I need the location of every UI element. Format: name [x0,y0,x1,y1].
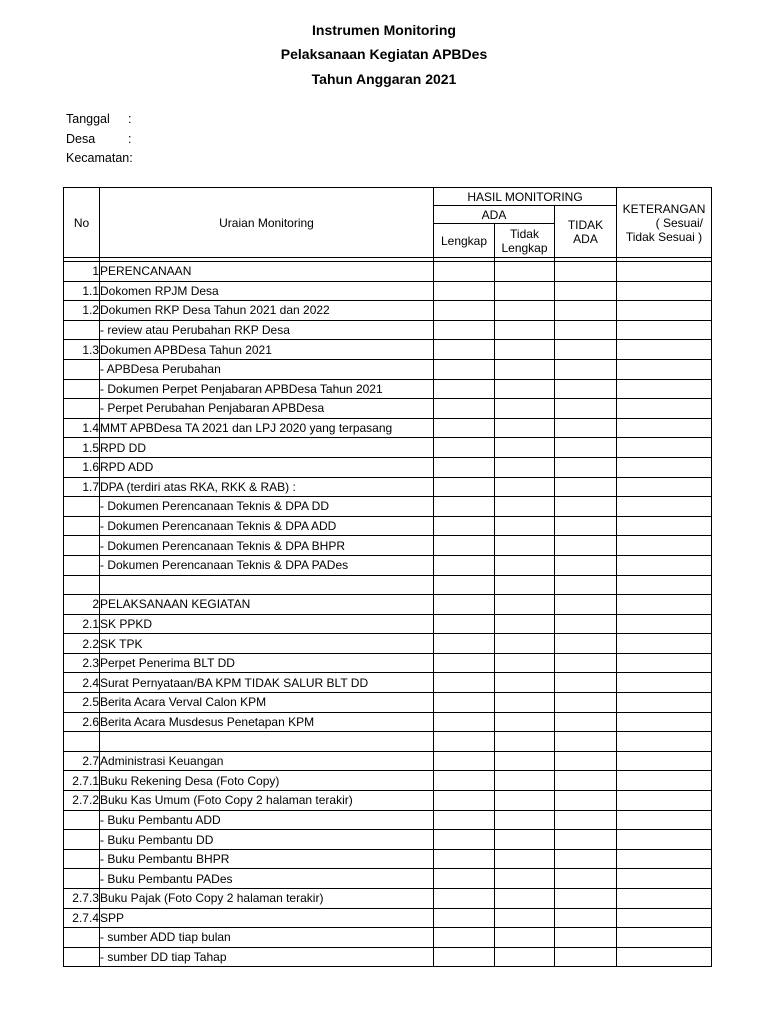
cell-lengkap[interactable] [434,595,495,615]
row-number: 2.1 [64,614,100,634]
cell-keterangan[interactable] [617,849,712,869]
cell-keterangan[interactable] [617,379,712,399]
row-uraian: RPD ADD [100,457,434,477]
cell-tidak-lengkap[interactable] [495,889,555,909]
table-row [64,771,712,791]
cell-keterangan[interactable] [617,830,712,850]
table-row [64,791,712,811]
row-number: 2.6 [64,712,100,732]
cell-tidak-ada[interactable] [555,281,617,301]
header-uraian: Uraian Monitoring [100,188,434,258]
cell-keterangan[interactable] [617,771,712,791]
row-uraian: - Buku Pembantu PADes [100,869,434,889]
meta-tanggal-label: Tanggal [66,112,110,126]
meta-kecamatan [66,151,133,165]
table-row [64,575,712,595]
row-number: 2.7.1 [64,771,100,791]
cell-lengkap[interactable] [434,653,495,673]
table-row [64,653,712,673]
row-number [64,849,100,869]
cell-tidak-lengkap[interactable] [495,771,555,791]
cell-tidak-ada[interactable] [555,262,617,282]
cell-tidak-lengkap[interactable] [495,595,555,615]
cell-tidak-ada[interactable] [555,418,617,438]
cell-tidak-lengkap[interactable] [495,928,555,948]
table-row [64,418,712,438]
cell-tidak-ada[interactable] [555,536,617,556]
row-number [64,555,100,575]
cell-lengkap[interactable] [434,693,495,713]
header-tidak-ada-1: TIDAK [567,217,604,232]
cell-tidak-ada[interactable] [555,399,617,419]
row-uraian: - Dokumen Perencanaan Teknis & DPA PADes [100,555,434,575]
row-number: 1.1 [64,281,100,301]
cell-lengkap[interactable] [434,536,495,556]
cell-keterangan[interactable] [617,320,712,340]
cell-tidak-lengkap[interactable] [495,634,555,654]
row-uraian [100,732,434,752]
cell-tidak-ada[interactable] [555,673,617,693]
cell-keterangan[interactable] [617,928,712,948]
cell-lengkap[interactable] [434,869,495,889]
table-row [64,614,712,634]
table-row [64,399,712,419]
cell-tidak-lengkap[interactable] [495,673,555,693]
cell-tidak-ada[interactable] [555,477,617,497]
cell-tidak-ada[interactable] [555,575,617,595]
row-uraian: Berita Acara Verval Calon KPM [100,693,434,713]
cell-tidak-lengkap[interactable] [495,438,555,458]
cell-keterangan[interactable] [617,301,712,321]
cell-lengkap[interactable] [434,477,495,497]
row-uraian: Berita Acara Musdesus Penetapan KPM [100,712,434,732]
cell-keterangan[interactable] [617,536,712,556]
title-line-2: Pelaksanaan Kegiatan APBDes [280,46,488,62]
table-row [64,869,712,889]
cell-tidak-ada[interactable] [555,595,617,615]
table-row [64,457,712,477]
header-keterangan-1: KETERANGAN [622,201,706,216]
header-tidak-lengkap-2: Lengkap [501,240,548,255]
row-uraian: SK PPKD [100,614,434,634]
cell-tidak-ada[interactable] [555,379,617,399]
cell-tidak-lengkap[interactable] [495,830,555,850]
monitoring-table [63,187,712,967]
cell-tidak-lengkap[interactable] [495,575,555,595]
cell-tidak-lengkap[interactable] [495,653,555,673]
cell-tidak-ada[interactable] [555,830,617,850]
cell-tidak-lengkap[interactable] [495,359,555,379]
meta-colon: : [128,112,132,126]
cell-keterangan[interactable] [617,810,712,830]
cell-keterangan[interactable] [617,497,712,517]
row-uraian: Administrasi Keuangan [100,751,434,771]
row-number [64,359,100,379]
row-uraian: - Dokumen Perpet Penjabaran APBDesa Tahun 2021 [100,379,434,399]
table-row [64,673,712,693]
row-uraian: - Buku Pembantu DD [100,830,434,850]
cell-lengkap[interactable] [434,262,495,282]
cell-lengkap[interactable] [434,712,495,732]
cell-lengkap[interactable] [434,516,495,536]
cell-tidak-lengkap[interactable] [495,457,555,477]
table-row [64,751,712,771]
table-row [64,536,712,556]
cell-tidak-lengkap[interactable] [495,791,555,811]
cell-tidak-ada[interactable] [555,751,617,771]
row-number [64,575,100,595]
cell-lengkap[interactable] [434,673,495,693]
cell-lengkap[interactable] [434,418,495,438]
cell-keterangan[interactable] [617,732,712,752]
cell-keterangan[interactable] [617,457,712,477]
table-row [64,849,712,869]
row-number [64,928,100,948]
cell-keterangan[interactable] [617,673,712,693]
row-uraian: - Perpet Perubahan Penjabaran APBDesa [100,399,434,419]
cell-keterangan[interactable] [617,262,712,282]
cell-keterangan[interactable] [617,575,712,595]
row-uraian: PELAKSANAAN KEGIATAN [100,595,434,615]
cell-keterangan[interactable] [617,908,712,928]
row-uraian: - sumber DD tiap Tahap [100,947,434,967]
row-uraian: - Buku Pembantu BHPR [100,849,434,869]
cell-lengkap[interactable] [434,575,495,595]
cell-tidak-ada[interactable] [555,712,617,732]
cell-tidak-lengkap[interactable] [495,555,555,575]
row-number: 2.7.2 [64,791,100,811]
cell-tidak-ada[interactable] [555,908,617,928]
table-row [64,908,712,928]
cell-tidak-ada[interactable] [555,320,617,340]
row-number: 2.3 [64,653,100,673]
cell-keterangan[interactable] [617,438,712,458]
cell-tidak-lengkap[interactable] [495,379,555,399]
row-uraian: Dokumen APBDesa Tahun 2021 [100,340,434,360]
cell-lengkap[interactable] [434,634,495,654]
cell-tidak-lengkap[interactable] [495,301,555,321]
row-number: 2.7.4 [64,908,100,928]
cell-lengkap[interactable] [434,399,495,419]
cell-keterangan[interactable] [617,653,712,673]
cell-tidak-lengkap[interactable] [495,614,555,634]
table-body [64,262,712,967]
header-tidak-lengkap-1: Tidak [510,226,539,241]
meta-tanggal [66,112,131,126]
row-uraian: - Dokumen Perencanaan Teknis & DPA BHPR [100,536,434,556]
cell-tidak-lengkap[interactable] [495,340,555,360]
cell-tidak-lengkap[interactable] [495,947,555,967]
cell-tidak-lengkap[interactable] [495,693,555,713]
cell-lengkap[interactable] [434,928,495,948]
cell-lengkap[interactable] [434,889,495,909]
row-number [64,497,100,517]
cell-keterangan[interactable] [617,477,712,497]
cell-tidak-ada[interactable] [555,634,617,654]
cell-lengkap[interactable] [434,555,495,575]
row-number: 2.7 [64,751,100,771]
cell-keterangan[interactable] [617,947,712,967]
cell-tidak-lengkap[interactable] [495,869,555,889]
cell-tidak-lengkap[interactable] [495,536,555,556]
cell-lengkap[interactable] [434,810,495,830]
cell-tidak-ada[interactable] [555,438,617,458]
header-keterangan-3: Tidak Sesuai ) [625,229,703,244]
table-row [64,320,712,340]
table-row [64,438,712,458]
row-number: 1.6 [64,457,100,477]
cell-tidak-ada[interactable] [555,516,617,536]
header-tidak-ada [555,206,617,258]
table-row [64,340,712,360]
cell-lengkap[interactable] [434,281,495,301]
table-row [64,281,712,301]
cell-tidak-lengkap[interactable] [495,516,555,536]
cell-keterangan[interactable] [617,340,712,360]
table-header [64,188,712,262]
row-number [64,516,100,536]
row-number: 1.5 [64,438,100,458]
cell-tidak-ada[interactable] [555,849,617,869]
cell-lengkap[interactable] [434,791,495,811]
cell-keterangan[interactable] [617,889,712,909]
cell-lengkap[interactable] [434,438,495,458]
cell-lengkap[interactable] [434,732,495,752]
header-no: No [64,188,100,258]
table-row [64,830,712,850]
cell-lengkap[interactable] [434,301,495,321]
header-tidak-ada-2: ADA [573,231,598,246]
table-row [64,497,712,517]
row-number: 2.2 [64,634,100,654]
meta-desa-label: Desa [66,132,96,146]
cell-lengkap[interactable] [434,320,495,340]
row-number [64,947,100,967]
cell-keterangan[interactable] [617,359,712,379]
cell-keterangan[interactable] [617,751,712,771]
row-uraian: Dokomen RPJM Desa [100,281,434,301]
cell-lengkap[interactable] [434,771,495,791]
cell-tidak-ada[interactable] [555,340,617,360]
row-uraian: Buku Pajak (Foto Copy 2 halaman terakir) [100,889,434,909]
row-uraian: - sumber ADD tiap bulan [100,928,434,948]
row-uraian: RPD DD [100,438,434,458]
cell-tidak-ada[interactable] [555,810,617,830]
table-row [64,732,712,752]
row-number [64,379,100,399]
row-number: 1 [64,262,100,282]
cell-lengkap[interactable] [434,849,495,869]
cell-tidak-lengkap[interactable] [495,477,555,497]
title-line-3: Tahun Anggaran 2021 [311,71,457,87]
cell-tidak-ada[interactable] [555,497,617,517]
cell-lengkap[interactable] [434,830,495,850]
row-number [64,536,100,556]
cell-keterangan[interactable] [617,712,712,732]
table-row [64,262,712,282]
row-number: 2.4 [64,673,100,693]
row-uraian: Surat Pernyataan/BA KPM TIDAK SALUR BLT DD [100,673,434,693]
table-row [64,555,712,575]
row-uraian: Buku Kas Umum (Foto Copy 2 halaman terakir) [100,791,434,811]
table-row [64,928,712,948]
table-row [64,889,712,909]
cell-tidak-ada[interactable] [555,457,617,477]
row-uraian: DPA (terdiri atas RKA, RKK & RAB) : [100,477,434,497]
cell-tidak-ada[interactable] [555,869,617,889]
cell-tidak-lengkap[interactable] [495,751,555,771]
row-number [64,732,100,752]
row-uraian: MMT APBDesa TA 2021 dan LPJ 2020 yang terpasang [100,418,434,438]
table-row [64,359,712,379]
row-uraian: Buku Rekening Desa (Foto Copy) [100,771,434,791]
cell-lengkap[interactable] [434,908,495,928]
cell-keterangan[interactable] [617,281,712,301]
table-row [64,516,712,536]
cell-keterangan[interactable] [617,693,712,713]
row-number [64,320,100,340]
row-uraian: - Dokumen Perencanaan Teknis & DPA ADD [100,516,434,536]
header-tidak-lengkap [495,224,555,258]
table-row [64,634,712,654]
row-number: 1.4 [64,418,100,438]
cell-tidak-lengkap[interactable] [495,712,555,732]
cell-keterangan[interactable] [617,614,712,634]
cell-keterangan[interactable] [617,516,712,536]
meta-kecamatan-label: Kecamatan: [66,151,133,165]
cell-tidak-lengkap[interactable] [495,320,555,340]
row-uraian: - Buku Pembantu ADD [100,810,434,830]
row-uraian: PERENCANAAN [100,262,434,282]
row-number: 2.5 [64,693,100,713]
cell-tidak-lengkap[interactable] [495,810,555,830]
row-number: 1.3 [64,340,100,360]
cell-tidak-ada[interactable] [555,653,617,673]
cell-tidak-ada[interactable] [555,301,617,321]
table-row [64,477,712,497]
cell-lengkap[interactable] [434,614,495,634]
meta-desa [66,132,131,146]
row-uraian: - APBDesa Perubahan [100,359,434,379]
table-row [64,301,712,321]
row-uraian: Perpet Penerima BLT DD [100,653,434,673]
cell-lengkap[interactable] [434,751,495,771]
cell-keterangan[interactable] [617,418,712,438]
table-row [64,712,712,732]
cell-tidak-lengkap[interactable] [495,732,555,752]
cell-lengkap[interactable] [434,947,495,967]
row-number [64,399,100,419]
cell-lengkap[interactable] [434,379,495,399]
cell-tidak-lengkap[interactable] [495,399,555,419]
row-uraian: - review atau Perubahan RKP Desa [100,320,434,340]
cell-tidak-lengkap[interactable] [495,908,555,928]
cell-lengkap[interactable] [434,340,495,360]
header-ada: ADA [434,206,555,224]
cell-tidak-lengkap[interactable] [495,849,555,869]
cell-keterangan[interactable] [617,634,712,654]
cell-tidak-ada[interactable] [555,693,617,713]
cell-keterangan[interactable] [617,595,712,615]
header-hasil-monitoring: HASIL MONITORING [434,188,617,206]
row-number [64,869,100,889]
cell-lengkap[interactable] [434,497,495,517]
cell-tidak-ada[interactable] [555,928,617,948]
row-number: 1.2 [64,301,100,321]
row-uraian: SK TPK [100,634,434,654]
row-uraian: Dokumen RKP Desa Tahun 2021 dan 2022 [100,301,434,321]
cell-tidak-lengkap[interactable] [495,262,555,282]
header-lengkap: Lengkap [434,224,495,258]
table-row [64,947,712,967]
cell-tidak-ada[interactable] [555,732,617,752]
cell-tidak-ada[interactable] [555,791,617,811]
header-keterangan-2: ( Sesuai/ [655,215,704,230]
cell-lengkap[interactable] [434,359,495,379]
row-number: 2 [64,595,100,615]
cell-tidak-ada[interactable] [555,555,617,575]
cell-tidak-ada[interactable] [555,359,617,379]
table-row [64,693,712,713]
cell-tidak-lengkap[interactable] [495,497,555,517]
row-uraian: - Dokumen Perencanaan Teknis & DPA DD [100,497,434,517]
cell-tidak-ada[interactable] [555,614,617,634]
table-row [64,595,712,615]
cell-tidak-lengkap[interactable] [495,418,555,438]
row-uraian: SPP [100,908,434,928]
row-number [64,810,100,830]
meta-colon: : [128,132,132,146]
cell-keterangan[interactable] [617,555,712,575]
table-row [64,379,712,399]
row-uraian [100,575,434,595]
cell-keterangan[interactable] [617,399,712,419]
table-row [64,810,712,830]
cell-lengkap[interactable] [434,457,495,477]
title-line-1: Instrumen Monitoring [312,22,456,38]
cell-keterangan[interactable] [617,869,712,889]
cell-keterangan[interactable] [617,791,712,811]
cell-tidak-lengkap[interactable] [495,281,555,301]
cell-tidak-ada[interactable] [555,771,617,791]
cell-tidak-ada[interactable] [555,947,617,967]
row-number [64,830,100,850]
header-keterangan [617,188,712,258]
row-number: 2.7.3 [64,889,100,909]
row-number: 1.7 [64,477,100,497]
cell-tidak-ada[interactable] [555,889,617,909]
